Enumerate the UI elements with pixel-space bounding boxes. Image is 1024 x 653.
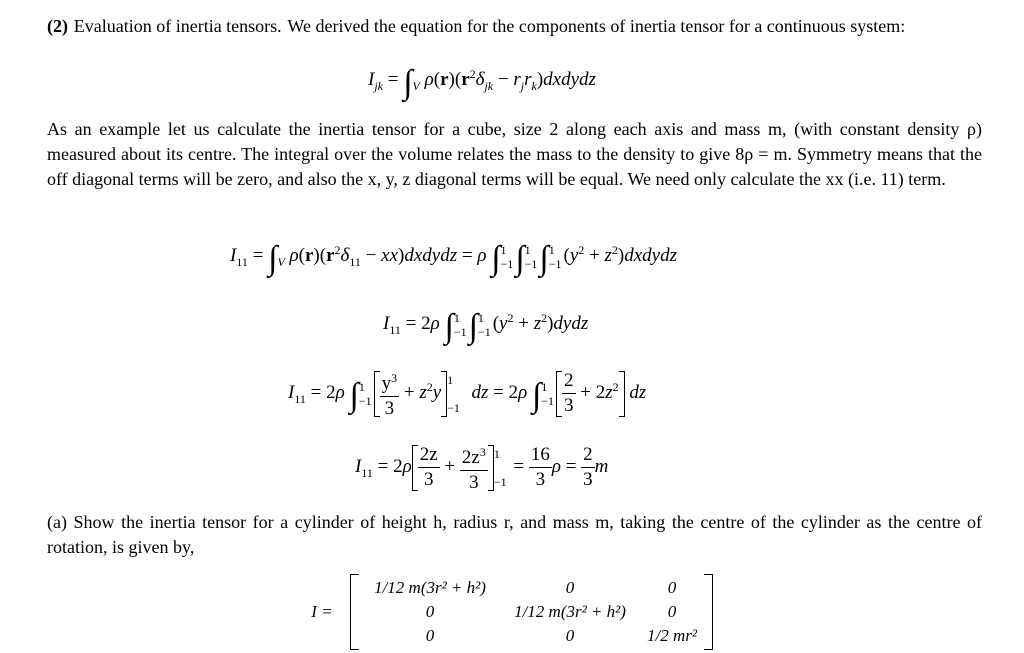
matrix-cell-32: 0 (565, 626, 575, 645)
section-heading: Evaluation of inertia tensors. (73, 16, 282, 36)
matrix-cell-12: 0 (565, 578, 575, 597)
matrix-cell-33: 1/2 mr² (647, 626, 697, 645)
matrix-cell-21: 0 (425, 602, 435, 621)
intro-text: We derived the equation for the components of inertia tensor for a continuous system: (287, 16, 906, 36)
derivation-line-3: $I_{11} = 2\rho$ ∫1 −1 $\frac{y^3}{3}$ + $z^2y1$ −1 dz = 2ρ ∫1 −1 $\frac{2}{3}$ + $2z^2$ dz (288, 366, 646, 421)
matrix-cell-13: 0 (667, 578, 677, 597)
matrix-lhs: I = (311, 602, 333, 621)
question-a (47, 510, 982, 560)
matrix-cell-31: 0 (425, 626, 435, 645)
derivation-line-1: $I_{11} = \int_V$ $\rho(r)(r^2\delta_{11}$ − xx)dxdydz = ρ ∫1 −1∫1 −1∫1 −1 ($y^2$ + $z^2)dxdydz$ (230, 240, 678, 277)
matrix-left-bracket (350, 574, 359, 650)
matrix-cell-22: 1/12 m(3r² + h²) (514, 602, 626, 621)
question-a-text: (a) Show the inertia tensor for a cylinder of height h, radius r, and mass m, taking the centre of the cylinder as the centre of rotation, is given by, (47, 512, 982, 557)
matrix-cell-11: 1/12 m(3r² + h²) (374, 578, 486, 597)
example-text: As an example let us calculate the inertia tensor for a cube, size 2 along each axis and mass m, (with constant density ρ) measured about its centre. The integral over the volume relates the mass to the density to give 8ρ = m. Symmetry means that the off diagonal terms will be zero, and also the x, y, z diagonal terms will be equal. We need only calculate the xx (i.e. 11) term. (47, 119, 982, 189)
intro-paragraph (47, 14, 982, 39)
example-paragraph (47, 117, 982, 192)
section-number: (2) (47, 16, 68, 36)
cylinder-inertia-matrix (300, 572, 730, 652)
matrix-right-bracket (704, 574, 713, 650)
derivation-line-2: $I_{11} = 2\rho$ ∫1 −1∫1 −1 ($y^2$ + $z^2)dydz$ (383, 308, 589, 345)
matrix-cell-23: 0 (667, 602, 677, 621)
derivation-line-4: $I_{11} = 2\rho$ $\frac{2z}{3}$ + $\frac{2z^3}{3}$ 1 −1 = $\frac{16}{3}$ ρ = $\frac{2}{3}$ m (355, 440, 608, 495)
inertia-tensor-equation: $I_{jk} = \int_V$ $\rho(r)(r^2\delta_{jk}$ − $r_jr_k)dxdydz$ (368, 64, 596, 101)
